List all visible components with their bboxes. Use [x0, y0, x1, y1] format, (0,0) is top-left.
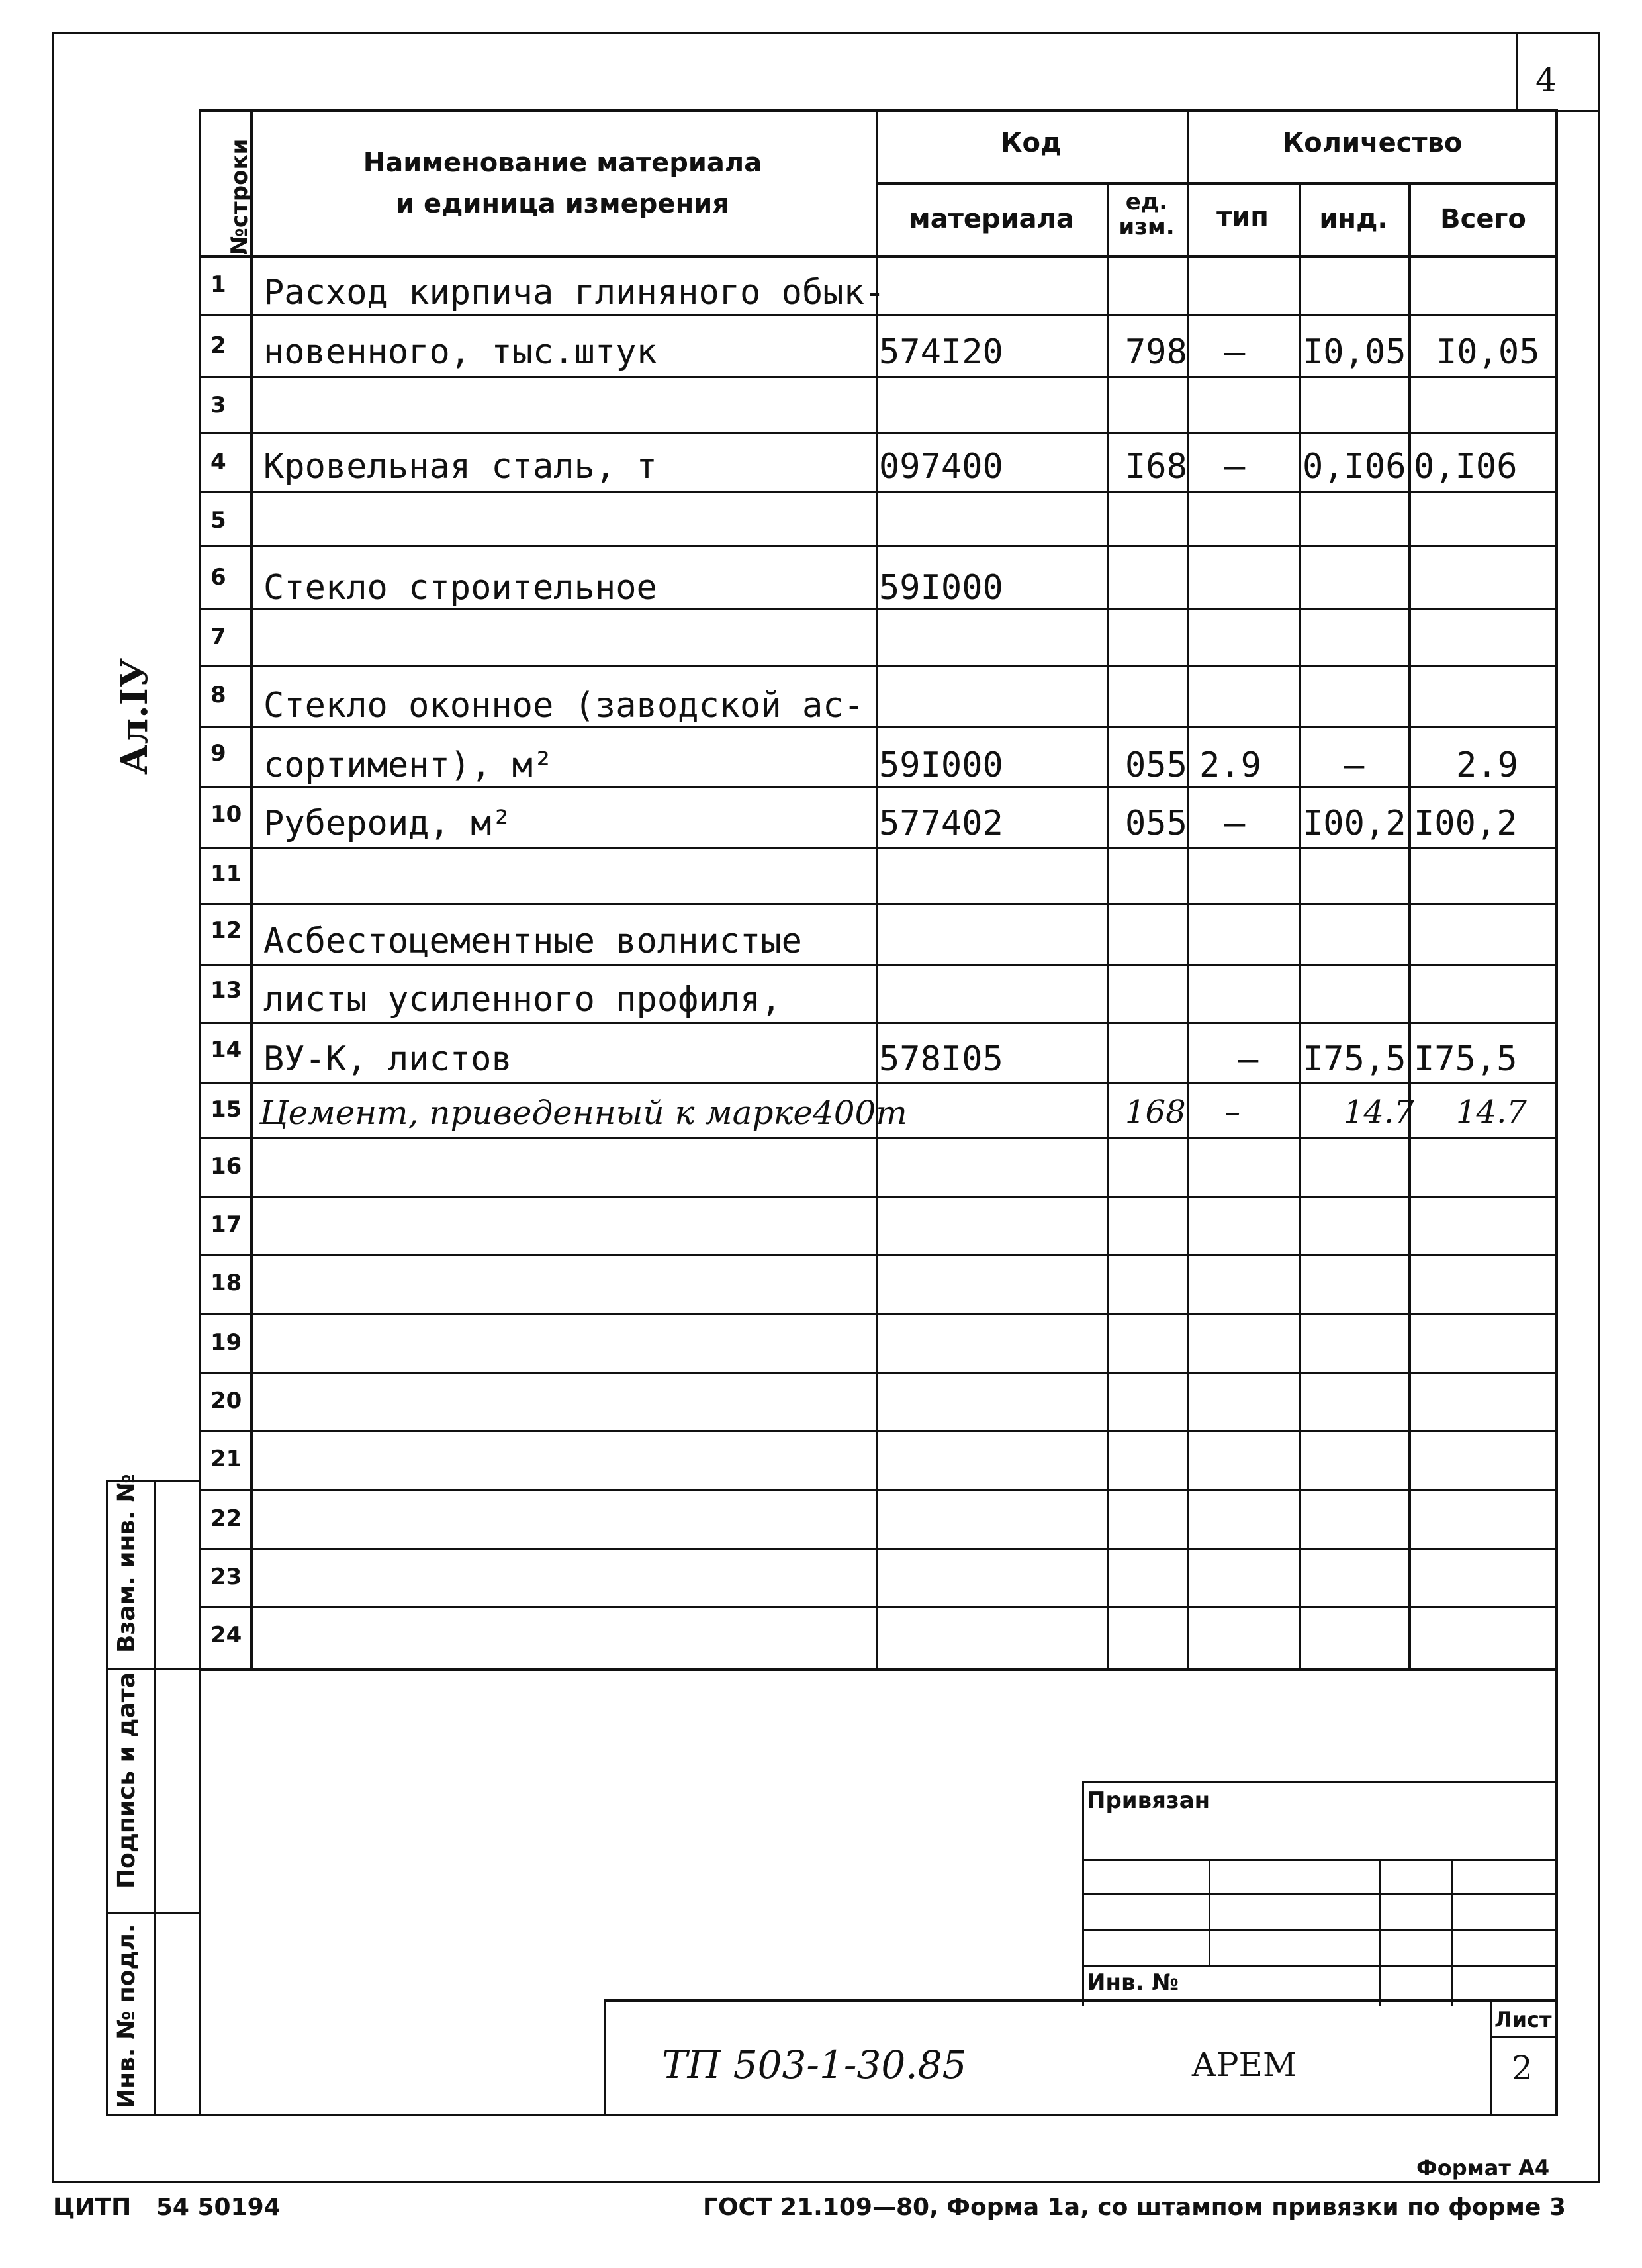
title-block-sheet-line	[1490, 2036, 1557, 2038]
cell-ind: 14.7	[1344, 1094, 1414, 1131]
row-line	[199, 1606, 1558, 1608]
page-number-box-left	[1516, 32, 1518, 110]
page-number: 4	[1535, 61, 1557, 99]
table-line-header-bottom	[199, 255, 1558, 258]
label-privyazan: Привязан	[1087, 1787, 1210, 1814]
cell-ind: 0,I06	[1302, 447, 1406, 487]
header-name-line2: и единица измерения	[396, 189, 729, 219]
cell-total: 0,I06	[1414, 447, 1518, 487]
cell-code: 578I05	[879, 1039, 1003, 1079]
footer-left: ЦИТП 54 50194	[53, 2194, 281, 2221]
header-name	[251, 142, 874, 224]
table-line-v7	[1555, 109, 1558, 1670]
cell-unit: 055	[1125, 745, 1187, 785]
row-number: 12	[210, 918, 242, 944]
row-line	[199, 376, 1558, 378]
row-number: 18	[210, 1270, 242, 1296]
row-number: 15	[210, 1096, 242, 1123]
row-line	[199, 1430, 1558, 1432]
cell-code: 59I000	[879, 745, 1003, 785]
cell-type: –	[1224, 1094, 1240, 1131]
privyazan-col3	[1451, 1859, 1453, 2006]
cell-name: листы усиленного профиля,	[263, 980, 782, 1019]
row-line	[199, 1313, 1558, 1315]
cell-code: 574I20	[879, 332, 1003, 372]
cell-type: –	[1224, 447, 1246, 487]
header-qty-ind: инд.	[1319, 204, 1388, 234]
privyazan-line4	[1082, 1965, 1555, 1967]
cell-code: 097400	[879, 447, 1003, 487]
cell-ind: I75,5	[1302, 1039, 1406, 1079]
row-number: 4	[210, 449, 226, 475]
album-mark: Ал.IУ	[113, 657, 156, 775]
cell-unit: I68	[1125, 447, 1187, 487]
title-block-top	[604, 1999, 1558, 2002]
row-number: 8	[210, 682, 226, 708]
cell-ind: I00,2	[1302, 804, 1406, 843]
cell-total: I00,2	[1414, 804, 1518, 843]
side-stamp-mid	[154, 1480, 156, 2114]
cell-unit: 055	[1125, 804, 1187, 843]
privyazan-line2	[1082, 1893, 1555, 1895]
header-code: Код	[1000, 128, 1062, 158]
row-number: 22	[210, 1505, 242, 1532]
cell-total: 14.7	[1456, 1094, 1527, 1131]
row-line	[199, 1196, 1558, 1198]
stamp-area-bottom	[199, 2114, 1558, 2116]
table-line-v2	[876, 109, 878, 1670]
header-code-material: материала	[909, 204, 1074, 234]
table-line-v3	[1107, 182, 1109, 1670]
cell-total: I75,5	[1414, 1039, 1518, 1079]
cell-name: сортимент), м²	[263, 745, 554, 785]
side-stamp-div1	[106, 1668, 199, 1670]
row-number: 20	[210, 1388, 242, 1414]
table-line-bottom	[199, 1668, 1558, 1671]
table-line-v5	[1299, 182, 1301, 1670]
label-inv-no: Инв. №	[1087, 1969, 1179, 1996]
label-inv-no-podl: Инв. № подл.	[113, 1924, 140, 2108]
section-code: АРЕМ	[1191, 2046, 1297, 2084]
cell-name: Расход кирпича глиняного обык-	[263, 273, 886, 312]
privyazan-col2	[1379, 1859, 1381, 2006]
row-line	[199, 1489, 1558, 1491]
header-qty-total: Всего	[1440, 204, 1526, 234]
row-number: 11	[210, 861, 242, 887]
row-line	[199, 786, 1558, 788]
title-block-left	[604, 1999, 606, 2115]
cell-code: 577402	[879, 804, 1003, 843]
row-number: 14	[210, 1037, 242, 1063]
row-number: 17	[210, 1211, 242, 1238]
title-block-sheet-divider	[1490, 1999, 1492, 2115]
label-podpis-data: Подпись и дата	[113, 1672, 140, 1889]
table-line-v0	[199, 109, 201, 1670]
row-line	[199, 1082, 1558, 1084]
row-number: 13	[210, 977, 242, 1004]
row-line	[199, 847, 1558, 849]
cell-name: Рубероид, м²	[263, 804, 512, 843]
row-line	[199, 432, 1558, 434]
header-name-line1: Наименование материала	[363, 148, 762, 178]
cell-code: 59I000	[879, 568, 1003, 608]
row-line	[199, 1372, 1558, 1374]
header-code-unit	[1107, 189, 1187, 240]
row-number: 10	[210, 801, 242, 827]
row-line	[199, 903, 1558, 905]
row-line	[199, 964, 1558, 966]
row-number: 7	[210, 624, 226, 650]
privyazan-col1	[1209, 1859, 1210, 1965]
label-vzam-inv: Взам. инв. №	[113, 1474, 140, 1653]
row-number: 5	[210, 507, 226, 534]
cell-name: Асбестоцементные волнистые	[263, 921, 802, 961]
cell-type: –	[1224, 332, 1246, 372]
header-row-number: №строки	[226, 138, 253, 255]
side-stamp-right	[199, 1668, 201, 2114]
footer-gost: ГОСТ 21.109—80, Форма 1а, со штампом привязки по форме 3	[703, 2194, 1566, 2221]
row-number: 24	[210, 1622, 242, 1648]
privyazan-line1	[1082, 1859, 1555, 1861]
row-line	[199, 314, 1558, 316]
row-line	[199, 1254, 1558, 1256]
stamp-area-right	[1555, 1668, 1558, 2114]
cell-unit: 168	[1125, 1094, 1186, 1131]
row-line	[199, 608, 1558, 610]
row-line	[199, 491, 1558, 493]
row-line	[199, 1548, 1558, 1550]
privyazan-line3	[1082, 1929, 1555, 1931]
cell-total: 2.9	[1456, 745, 1518, 785]
cell-name: ВУ-К, листов	[263, 1039, 512, 1079]
side-stamp-bottom	[106, 2114, 199, 2116]
sheet-number: 2	[1512, 2049, 1533, 2087]
cell-type: 2.9	[1199, 745, 1261, 785]
label-sheet: Лист	[1494, 2007, 1552, 2032]
header-qty-type: тип	[1216, 202, 1269, 232]
table-line-v1	[250, 109, 253, 1670]
cell-type: –	[1238, 1039, 1259, 1079]
row-number: 9	[210, 740, 226, 767]
row-number: 3	[210, 392, 226, 418]
cell-name: Стекло оконное (заводской ас-	[263, 686, 864, 726]
format-label: Формат А4	[1416, 2155, 1550, 2181]
cell-ind: I0,05	[1302, 332, 1406, 372]
row-number: 21	[210, 1446, 242, 1472]
privyazan-top	[1082, 1781, 1555, 1783]
cell-name: Стекло строительное	[263, 568, 657, 608]
row-number: 23	[210, 1564, 242, 1590]
row-line	[199, 1022, 1558, 1024]
side-stamp-div2	[106, 1912, 199, 1914]
table-line-v6	[1408, 182, 1411, 1670]
header-code-unit-line2: изм.	[1118, 214, 1175, 240]
cell-unit: 798	[1125, 332, 1187, 372]
header-code-unit-line1: ед.	[1125, 189, 1168, 215]
row-line	[199, 545, 1558, 547]
row-number: 2	[210, 332, 226, 359]
row-number: 19	[210, 1329, 242, 1356]
cell-name: новенного, тыс.штук	[263, 332, 657, 372]
cell-name: Кровельная сталь, т	[263, 447, 657, 487]
header-quantity: Количество	[1282, 128, 1463, 158]
table-line-top	[199, 109, 1558, 112]
cell-name: Цемент, приведенный к марке400т	[259, 1094, 907, 1132]
row-line	[199, 665, 1558, 667]
row-number: 1	[210, 271, 226, 298]
table-line-subheader	[876, 182, 1558, 185]
doc-code: ТП 503-1-30.85	[662, 2042, 967, 2087]
row-line	[199, 1137, 1558, 1139]
row-number: 6	[210, 564, 226, 591]
side-stamp-left	[106, 1480, 108, 2114]
cell-ind: –	[1344, 745, 1365, 785]
row-number: 16	[210, 1153, 242, 1180]
cell-type: –	[1224, 804, 1246, 843]
cell-total: I0,05	[1436, 332, 1540, 372]
row-line	[199, 726, 1558, 728]
